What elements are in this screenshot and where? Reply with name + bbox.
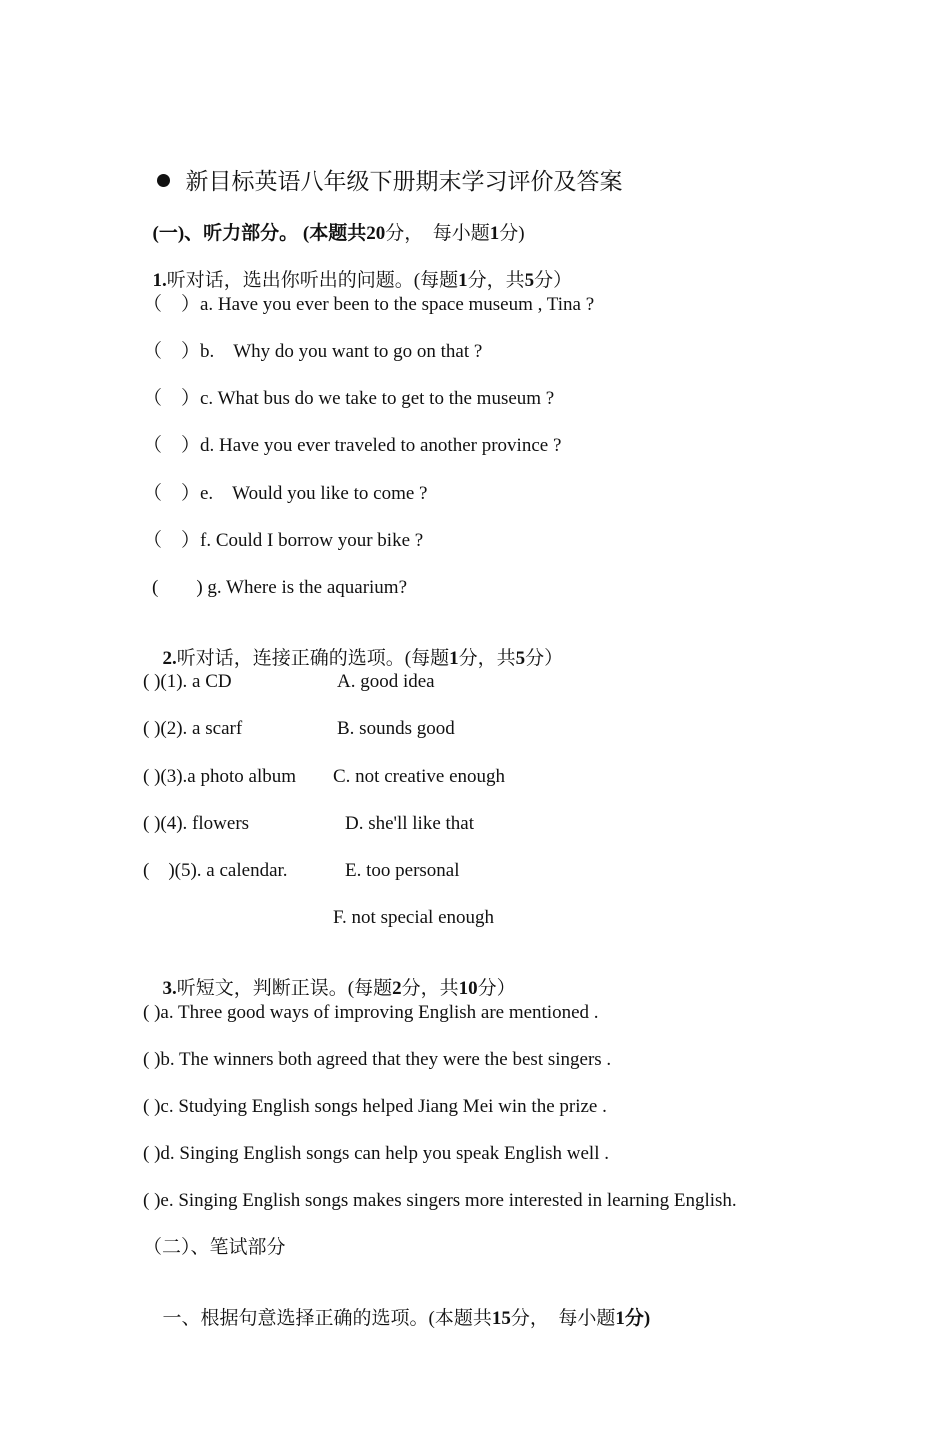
part3-heading: 3.听短文，判断正误。(每题2分，共10分） [162,978,516,999]
part3-statement-e: ( )e. Singing English songs makes singers more interested in learning English. [143,1190,737,1211]
part1-question-f: （ ）f. Could I borrow your bike ? [143,530,424,551]
part2-item-5: ( )(5). a calendar. [143,860,288,881]
part2-option-c: C. not creative enough [333,766,506,787]
part2-item-4: ( )(4). flowers [143,813,250,834]
part3-statement-a: ( )a. Three good ways of improving English are mentioned . [143,1002,599,1023]
part1-question-b: （ ）b. Why do you want to go on that ? [143,341,483,362]
part3-statement-d: ( )d. Singing English songs can help you speak English well . [143,1143,609,1164]
page-title: 新目标英语八年级下册期末学习评价及答案 [145,146,623,194]
listening-header: (一)、听力部分。 (本题共20分， 每小题1分) [152,223,525,244]
part1-heading: 1.听对话，选出你听出的问题。(每题1分，共5分） [152,270,573,291]
part2-option-a: A. good idea [337,671,435,692]
section1-heading: 一、根据句意选择正确的选项。(本题共15分， 每小题1分) [162,1308,651,1329]
part1-question-g: ( ) g. Where is the aquarium? [152,577,408,598]
part1-question-a: （ ）a. Have you ever been to the space museum , Tina ? [143,294,595,315]
written-header: （二）、笔试部分 [143,1237,286,1258]
part2-option-b: B. sounds good [337,718,455,739]
part2-item-3: ( )(3).a photo album [143,766,297,787]
part3-statement-b: ( )b. The winners both agreed that they were the best singers . [143,1049,612,1070]
bullet-icon [157,174,170,187]
part2-heading: 2.听对话，连接正确的选项。(每题1分，共5分） [162,648,564,669]
part2-option-d: D. she'll like that [345,813,475,834]
part2-item-1: ( )(1). a CD [143,671,232,692]
part1-question-c: （ ）c. What bus do we take to get to the museum ? [143,388,555,409]
part1-question-d: （ ）d. Have you ever traveled to another province ? [143,435,562,456]
part2-option-f: F. not special enough [333,907,495,928]
part1-question-e: （ ）e. Would you like to come ? [143,483,428,504]
part2-option-e: E. too personal [345,860,460,881]
part3-statement-c: ( )c. Studying English songs helped Jiang Mei win the prize . [143,1096,607,1117]
part2-item-2: ( )(2). a scarf [143,718,243,739]
